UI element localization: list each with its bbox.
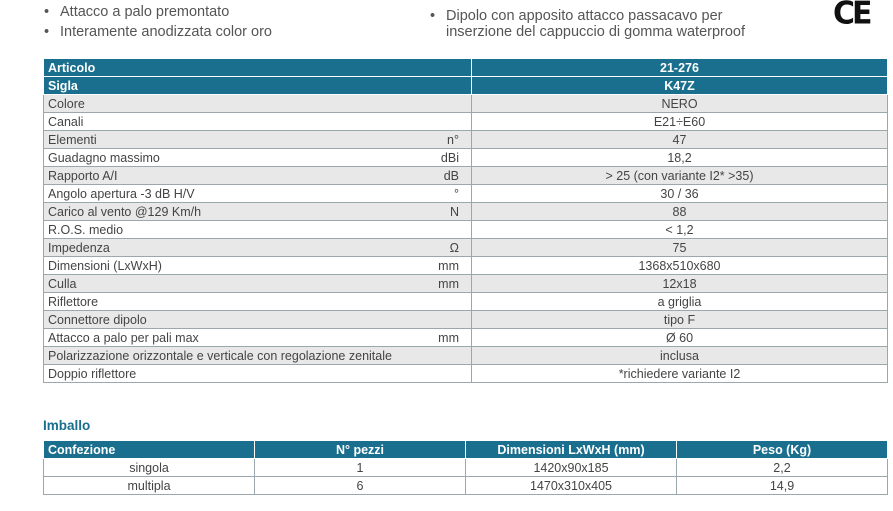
spec-label: Connettore dipolo	[44, 311, 394, 329]
features-right	[430, 8, 745, 40]
spec-label: Doppio riflettore	[44, 365, 394, 383]
spec-header-value: 21-276	[472, 59, 888, 77]
spec-row	[44, 95, 888, 113]
bullet-icon: •	[430, 8, 436, 24]
spec-row	[44, 221, 888, 239]
spec-header-row	[44, 59, 888, 77]
packaging-cell: 6	[255, 477, 466, 495]
spec-value: < 1,2	[472, 221, 888, 239]
spec-unit	[393, 95, 472, 113]
spec-row	[44, 167, 888, 185]
packaging-column-header: Dimensioni LxWxH (mm)	[466, 441, 677, 459]
spec-unit: mm	[393, 275, 472, 293]
spec-label: Colore	[44, 95, 394, 113]
spec-label: Angolo apertura -3 dB H/V	[44, 185, 394, 203]
features-left	[44, 2, 272, 42]
spec-label: Dimensioni (LxWxH)	[44, 257, 394, 275]
spec-unit: °	[393, 185, 472, 203]
spec-unit: n°	[393, 131, 472, 149]
spec-value: > 25 (con variante I2* >35)	[472, 167, 888, 185]
spec-value: tipo F	[472, 311, 888, 329]
spec-row	[44, 275, 888, 293]
packaging-column-header: N° pezzi	[255, 441, 466, 459]
spec-value: 75	[472, 239, 888, 257]
packaging-column-header: Confezione	[44, 441, 255, 459]
spec-unit: mm	[393, 257, 472, 275]
spec-unit: dB	[393, 167, 472, 185]
spec-table	[43, 58, 888, 383]
spec-row	[44, 203, 888, 221]
spec-value: inclusa	[472, 347, 888, 365]
spec-label: Canali	[44, 113, 394, 131]
spec-row	[44, 131, 888, 149]
spec-header-label: Articolo	[44, 59, 394, 77]
spec-row	[44, 239, 888, 257]
packaging-column-header: Peso (Kg)	[677, 441, 888, 459]
packaging-cell: singola	[44, 459, 255, 477]
spec-row	[44, 185, 888, 203]
spec-row	[44, 149, 888, 167]
spec-label: Polarizzazione orizzontale e verticale con regolazione zenitale	[44, 347, 394, 365]
spec-header-label: Sigla	[44, 77, 394, 95]
spec-unit: Ω	[393, 239, 472, 257]
packaging-table	[43, 440, 888, 495]
spec-label: Guadagno massimo	[44, 149, 394, 167]
packaging-cell: 1420x90x185	[466, 459, 677, 477]
packaging-cell: multipla	[44, 477, 255, 495]
spec-unit	[393, 221, 472, 239]
spec-unit	[393, 311, 472, 329]
spec-unit	[393, 347, 472, 365]
spec-unit	[393, 365, 472, 383]
spec-value: *richiedere variante I2	[472, 365, 888, 383]
feature-item: • Attacco a palo premontato	[44, 4, 230, 20]
spec-label: Elementi	[44, 131, 394, 149]
spec-label: Impedenza	[44, 239, 394, 257]
ce-mark-icon: CE	[833, 0, 870, 32]
spec-label: Attacco a palo per pali max	[44, 329, 394, 347]
spec-value: Ø 60	[472, 329, 888, 347]
bullet-icon: •	[44, 4, 50, 20]
spec-value: 30 / 36	[472, 185, 888, 203]
spec-label: Riflettore	[44, 293, 394, 311]
spec-unit	[393, 293, 472, 311]
packaging-header-row	[44, 441, 888, 459]
spec-label: Carico al vento @129 Km/h	[44, 203, 394, 221]
spec-header-value: K47Z	[472, 77, 888, 95]
spec-value: 88	[472, 203, 888, 221]
spec-header-row	[44, 77, 888, 95]
packaging-row	[44, 477, 888, 495]
packaging-cell: 2,2	[677, 459, 888, 477]
spec-row	[44, 365, 888, 383]
spec-value: E21÷E60	[472, 113, 888, 131]
bullet-icon: •	[44, 24, 50, 40]
spec-value: a griglia	[472, 293, 888, 311]
feature-item: • Interamente anodizzata color oro	[44, 24, 272, 40]
spec-row	[44, 293, 888, 311]
feature-item: • Dipolo con apposito attacco passacavo per	[430, 8, 723, 24]
spec-unit: N	[393, 203, 472, 221]
spec-value: 18,2	[472, 149, 888, 167]
spec-label: Rapporto A/I	[44, 167, 394, 185]
spec-value: NERO	[472, 95, 888, 113]
spec-value: 1368x510x680	[472, 257, 888, 275]
spec-label: Culla	[44, 275, 394, 293]
packaging-title: Imballo	[43, 418, 91, 433]
spec-unit	[393, 113, 472, 131]
packaging-cell: 14,9	[677, 477, 888, 495]
packaging-cell: 1	[255, 459, 466, 477]
spec-row	[44, 257, 888, 275]
spec-label: R.O.S. medio	[44, 221, 394, 239]
spec-row	[44, 113, 888, 131]
spec-row	[44, 347, 888, 365]
spec-unit: dBi	[393, 149, 472, 167]
spec-value: 47	[472, 131, 888, 149]
packaging-cell: 1470x310x405	[466, 477, 677, 495]
packaging-row	[44, 459, 888, 477]
spec-unit: mm	[393, 329, 472, 347]
feature-item: inserzione del cappuccio di gomma waterproof	[446, 24, 746, 40]
spec-value: 12x18	[472, 275, 888, 293]
spec-row	[44, 329, 888, 347]
spec-row	[44, 311, 888, 329]
